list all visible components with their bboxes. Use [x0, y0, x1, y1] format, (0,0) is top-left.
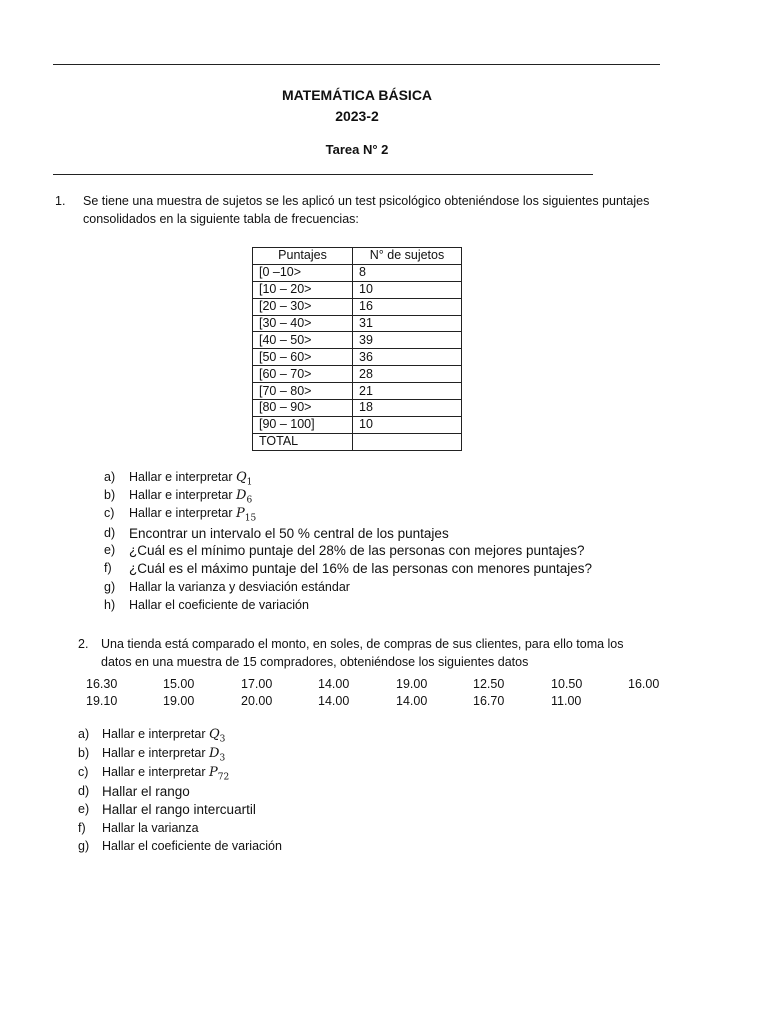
item-label: f) [104, 561, 112, 575]
table-cell-range: [90 – 100] [253, 416, 353, 433]
table-cell-count: 21 [353, 383, 462, 400]
item-text: ¿Cuál es el mínimo puntaje del 28% de las personas con mejores puntajes? [129, 543, 585, 558]
table-cell-range: [50 – 60> [253, 349, 353, 366]
item-text-prefix: Hallar e interpretar [102, 746, 209, 760]
question-1-text-line1: Se tiene una muestra de sujetos se les aplicó un test psicológico obteniéndose los siguientes puntajes [83, 194, 650, 208]
item-text: Hallar el coeficiente de variación [129, 598, 309, 612]
table-cell-count: 10 [353, 281, 462, 298]
math-symbol [236, 488, 253, 506]
math-symbol [209, 746, 226, 764]
data-value: 12.50 [473, 677, 505, 691]
item-label: g) [104, 580, 116, 594]
data-value: 19.00 [163, 694, 195, 708]
item-label: c) [78, 765, 89, 779]
table-row [253, 281, 462, 298]
term-label: 2023-2 [335, 108, 379, 124]
table-cell-range: [10 – 20> [253, 281, 353, 298]
item-label: g) [78, 839, 90, 853]
math-symbol [236, 470, 253, 488]
table-row [253, 349, 462, 366]
table-header-puntajes: Puntajes [253, 248, 353, 265]
table-cell-range: TOTAL [253, 433, 353, 450]
math-symbol-subscript: 6 [246, 495, 253, 506]
question-2-text-line2: datos en una muestra de 15 compradores, obteniéndose los siguientes datos [101, 655, 529, 669]
item-label: c) [104, 506, 115, 520]
math-symbol-letter: P [236, 506, 245, 521]
item-label: d) [78, 784, 90, 798]
math-symbol-subscript: 72 [217, 772, 230, 783]
question-2-number: 2. [78, 637, 89, 651]
table-row [253, 383, 462, 400]
question-2-text-line1: Una tienda está comparado el monto, en soles, de compras de sus clientes, para ello toma los [101, 637, 624, 651]
data-value: 16.30 [86, 677, 118, 691]
item-text [102, 765, 229, 783]
table-cell-count: 36 [353, 349, 462, 366]
data-value: 15.00 [163, 677, 195, 691]
table-cell-range: [40 – 50> [253, 332, 353, 349]
table-row [253, 366, 462, 383]
table-row [253, 264, 462, 281]
data-value: 20.00 [241, 694, 273, 708]
table-cell-range: [0 –10> [253, 264, 353, 281]
header-rule [53, 174, 593, 175]
item-label: h) [104, 598, 116, 612]
data-value: 17.00 [241, 677, 273, 691]
item-text [102, 746, 225, 764]
table-cell-count: 16 [353, 298, 462, 315]
table-row [253, 416, 462, 433]
data-value: 11.00 [551, 694, 582, 708]
question-1-number: 1. [55, 194, 66, 208]
data-value: 16.70 [473, 694, 505, 708]
item-text-prefix: Hallar e interpretar [102, 765, 209, 779]
table-cell-count [353, 433, 462, 450]
question-1-text-line2: consolidados en la siguiente tabla de frecuencias: [83, 212, 359, 226]
math-symbol-letter: D [209, 746, 220, 761]
table-row [253, 298, 462, 315]
item-text: Encontrar un intervalo el 50 % central de los puntajes [129, 526, 449, 541]
course-title: MATEMÁTICA BÁSICA [281, 87, 433, 103]
table-row [253, 332, 462, 349]
math-symbol-letter: Q [209, 727, 220, 742]
item-text-prefix: Hallar e interpretar [129, 470, 236, 484]
assignment-title: Tarea N° 2 [325, 142, 389, 157]
table-cell-count: 28 [353, 366, 462, 383]
table-header-sujetos: N° de sujetos [353, 248, 462, 265]
item-text: Hallar la varianza y desviación estándar [129, 580, 350, 594]
math-symbol [209, 727, 226, 745]
item-text: Hallar el rango intercuartil [102, 802, 256, 817]
table-row [253, 433, 462, 450]
math-symbol-subscript: 3 [219, 753, 226, 764]
item-label: e) [104, 543, 116, 557]
item-text-prefix: Hallar e interpretar [129, 488, 236, 502]
math-symbol-letter: D [236, 488, 247, 503]
table-cell-count: 18 [353, 400, 462, 417]
item-text [129, 506, 256, 524]
item-label: b) [78, 746, 90, 760]
item-text [102, 727, 225, 745]
data-value: 16.00 [628, 677, 660, 691]
top-rule [53, 64, 660, 65]
item-text: Hallar el coeficiente de variación [102, 839, 282, 853]
math-symbol [209, 765, 230, 783]
table-cell-range: [20 – 30> [253, 298, 353, 315]
item-label: d) [104, 526, 116, 540]
item-text: ¿Cuál es el máximo puntaje del 16% de las personas con menores puntajes? [129, 561, 593, 576]
table-cell-count: 10 [353, 416, 462, 433]
item-label: b) [104, 488, 116, 502]
math-symbol-subscript: 15 [244, 513, 257, 524]
table-header-row [253, 248, 462, 265]
data-value: 19.00 [396, 677, 428, 691]
item-label: f) [78, 821, 86, 835]
item-label: a) [78, 727, 90, 741]
table-cell-count: 39 [353, 332, 462, 349]
data-value: 10.50 [551, 677, 583, 691]
frequency-table [252, 247, 462, 451]
item-text-prefix: Hallar e interpretar [129, 506, 236, 520]
item-text [129, 488, 252, 506]
math-symbol [236, 506, 257, 524]
math-symbol-letter: Q [236, 470, 247, 485]
item-label: a) [104, 470, 116, 484]
table-row [253, 315, 462, 332]
table-row [253, 400, 462, 417]
item-text-prefix: Hallar e interpretar [102, 727, 209, 741]
item-text: Hallar la varianza [102, 821, 199, 835]
item-text [129, 470, 252, 488]
math-symbol-subscript: 1 [246, 477, 253, 488]
item-text: Hallar el rango [102, 784, 190, 799]
table-cell-range: [70 – 80> [253, 383, 353, 400]
data-value: 14.00 [318, 694, 350, 708]
item-label: e) [78, 802, 90, 816]
math-symbol-subscript: 3 [219, 734, 226, 745]
table-cell-count: 31 [353, 315, 462, 332]
data-value: 14.00 [396, 694, 428, 708]
table-cell-range: [80 – 90> [253, 400, 353, 417]
data-value: 14.00 [318, 677, 350, 691]
table-cell-range: [30 – 40> [253, 315, 353, 332]
data-value: 19.10 [86, 694, 118, 708]
table-cell-count: 8 [353, 264, 462, 281]
table-cell-range: [60 – 70> [253, 366, 353, 383]
math-symbol-letter: P [209, 765, 218, 780]
